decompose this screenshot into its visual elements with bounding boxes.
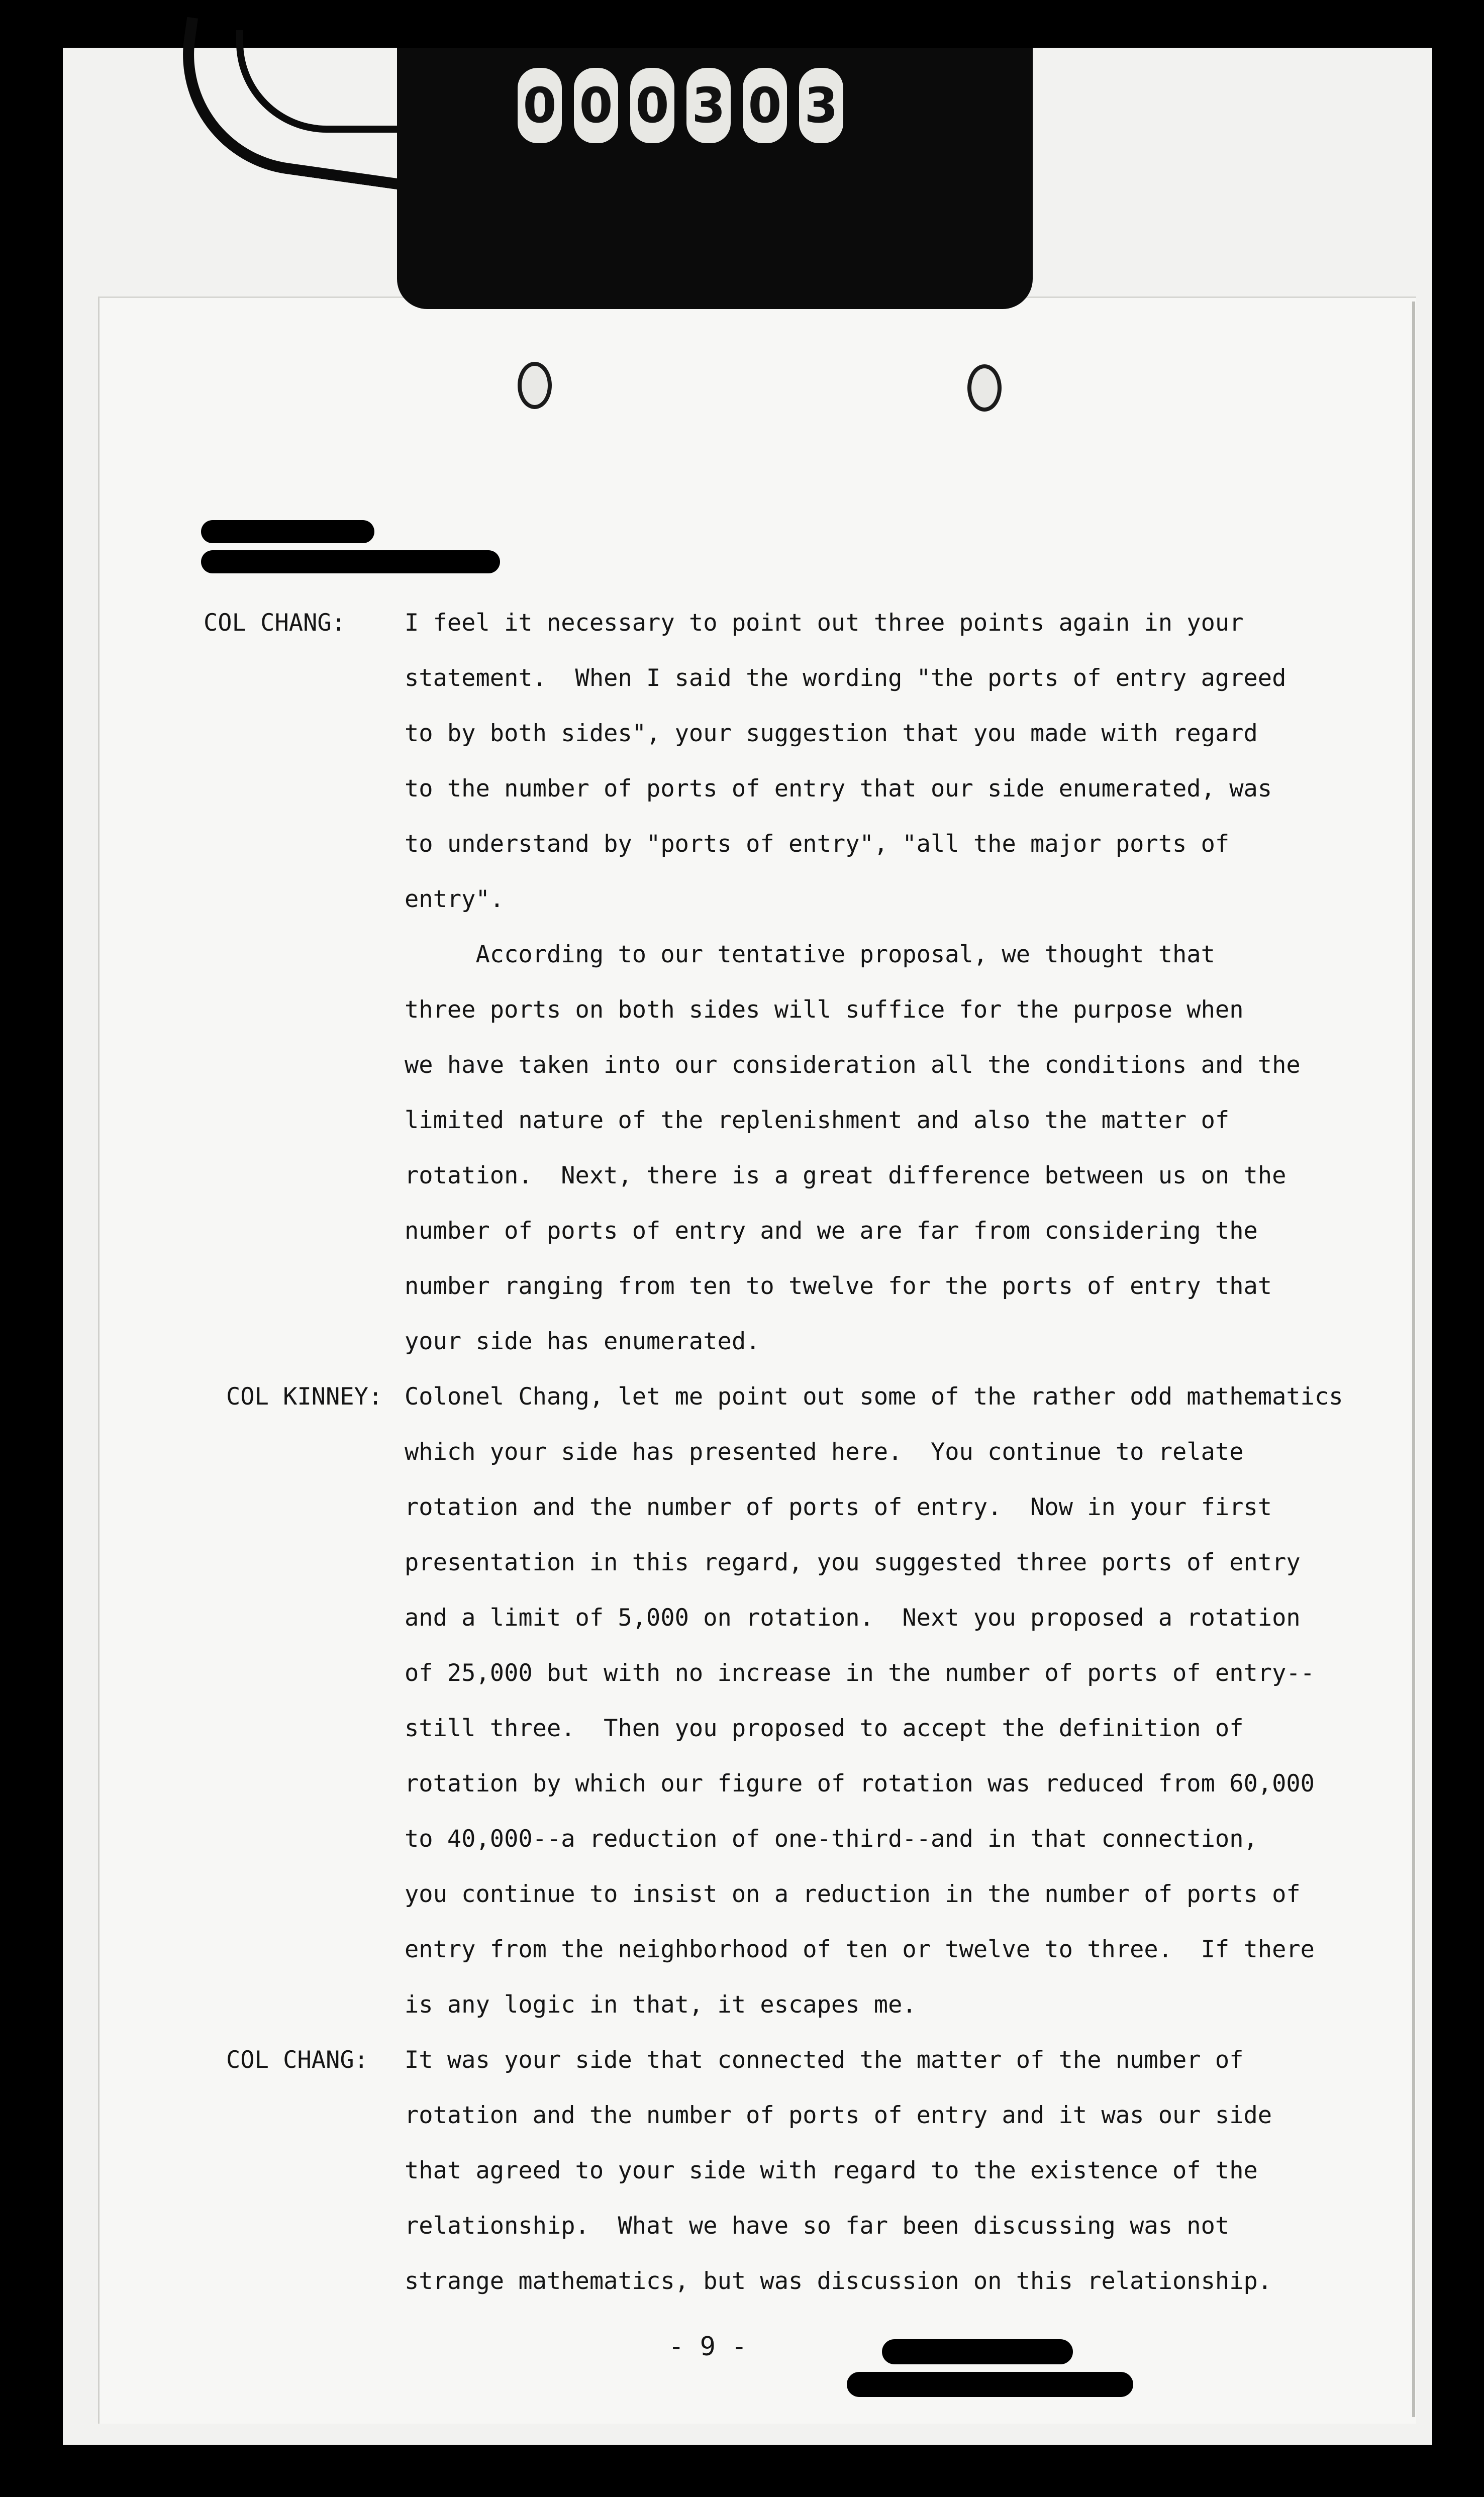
transcript-entry (204, 2033, 1339, 2309)
text-line: number of ports of entry and we are far from considering the (405, 1217, 1258, 1245)
redaction-bar-top-2 (201, 550, 500, 573)
text-line: entry". (405, 885, 505, 913)
frame-counter (397, 48, 1033, 309)
text-line: to 40,000--a reduction of one-third--and in that connection, (405, 1825, 1258, 1853)
punch-hole-left (518, 362, 552, 409)
text-line: rotation. Next, there is a great difference between us on the (405, 1162, 1287, 1189)
speech-text (405, 1369, 1343, 2033)
transcript-entry (204, 1369, 1343, 2033)
speaker-label: COL KINNEY: (226, 1383, 383, 1411)
counter-digit: 3 (799, 68, 843, 143)
text-line: According to our tentative proposal, we thought that (405, 941, 1215, 968)
text-line: we have taken into our consideration all the conditions and the (405, 1051, 1301, 1079)
text-line: to the number of ports of entry that our side enumerated, was (405, 775, 1272, 803)
text-line: relationship. What we have so far been discussing was not (405, 2212, 1230, 2240)
speaker-label: COL CHANG: (226, 2046, 368, 2074)
redaction-bar-top-1 (201, 520, 374, 543)
text-line: rotation and the number of ports of entry and it was our side (405, 2102, 1272, 2129)
text-line: is any logic in that, it escapes me. (405, 1991, 917, 2019)
text-line: of 25,000 but with no increase in the number of ports of entry-- (405, 1659, 1315, 1687)
page-number: - 9 - (668, 2332, 747, 2362)
counter-digits (518, 68, 843, 143)
transcript-entry (204, 595, 1339, 1369)
counter-digit: 0 (630, 68, 674, 143)
redaction-bar-bottom-2 (847, 2372, 1133, 2397)
text-line: It was your side that connected the matter of the number of (405, 2046, 1244, 2074)
counter-digit: 0 (743, 68, 787, 143)
text-line: I feel it necessary to point out three points again in your (405, 609, 1244, 637)
text-line: still three. Then you proposed to accept the definition of (405, 1715, 1244, 1742)
redaction-bar-bottom-1 (882, 2339, 1073, 2364)
speaker-label: COL CHANG: (204, 609, 346, 637)
text-line: limited nature of the replenishment and also the matter of (405, 1107, 1230, 1134)
text-line: rotation by which our figure of rotation was reduced from 60,000 (405, 1770, 1315, 1797)
text-line: statement. When I said the wording "the ports of entry agreed (405, 664, 1287, 692)
text-line: three ports on both sides will suffice for the purpose when (405, 996, 1244, 1024)
text-line: presentation in this regard, you suggested three ports of entry (405, 1549, 1301, 1576)
counter-digit: 0 (518, 68, 562, 143)
speech-text (405, 2033, 1339, 2309)
text-line: to by both sides", your suggestion that you made with regard (405, 720, 1258, 747)
text-line: your side has enumerated. (405, 1328, 760, 1355)
punch-hole-right (967, 364, 1002, 412)
speech-text (405, 595, 1339, 1369)
page-edge (1412, 302, 1415, 2417)
text-line: which your side has presented here. You continue to relate (405, 1438, 1244, 1466)
text-line: and a limit of 5,000 on rotation. Next you proposed a rotation (405, 1604, 1301, 1632)
transcript-body (204, 595, 1343, 2309)
text-line: strange mathematics, but was discussion on this relationship. (405, 2267, 1272, 2295)
text-line: to understand by "ports of entry", "all the major ports of (405, 830, 1230, 858)
text-line: rotation and the number of ports of entry. Now in your first (405, 1493, 1272, 1521)
text-line: Colonel Chang, let me point out some of the rather odd mathematics (405, 1383, 1343, 1411)
counter-digit: 3 (686, 68, 731, 143)
text-line: number ranging from ten to twelve for the ports of entry that (405, 1272, 1272, 1300)
counter-digit: 0 (574, 68, 618, 143)
text-line: entry from the neighborhood of ten or twelve to three. If there (405, 1936, 1315, 1963)
text-line: that agreed to your side with regard to the existence of the (405, 2157, 1258, 2184)
text-line: you continue to insist on a reduction in the number of ports of (405, 1880, 1301, 1908)
